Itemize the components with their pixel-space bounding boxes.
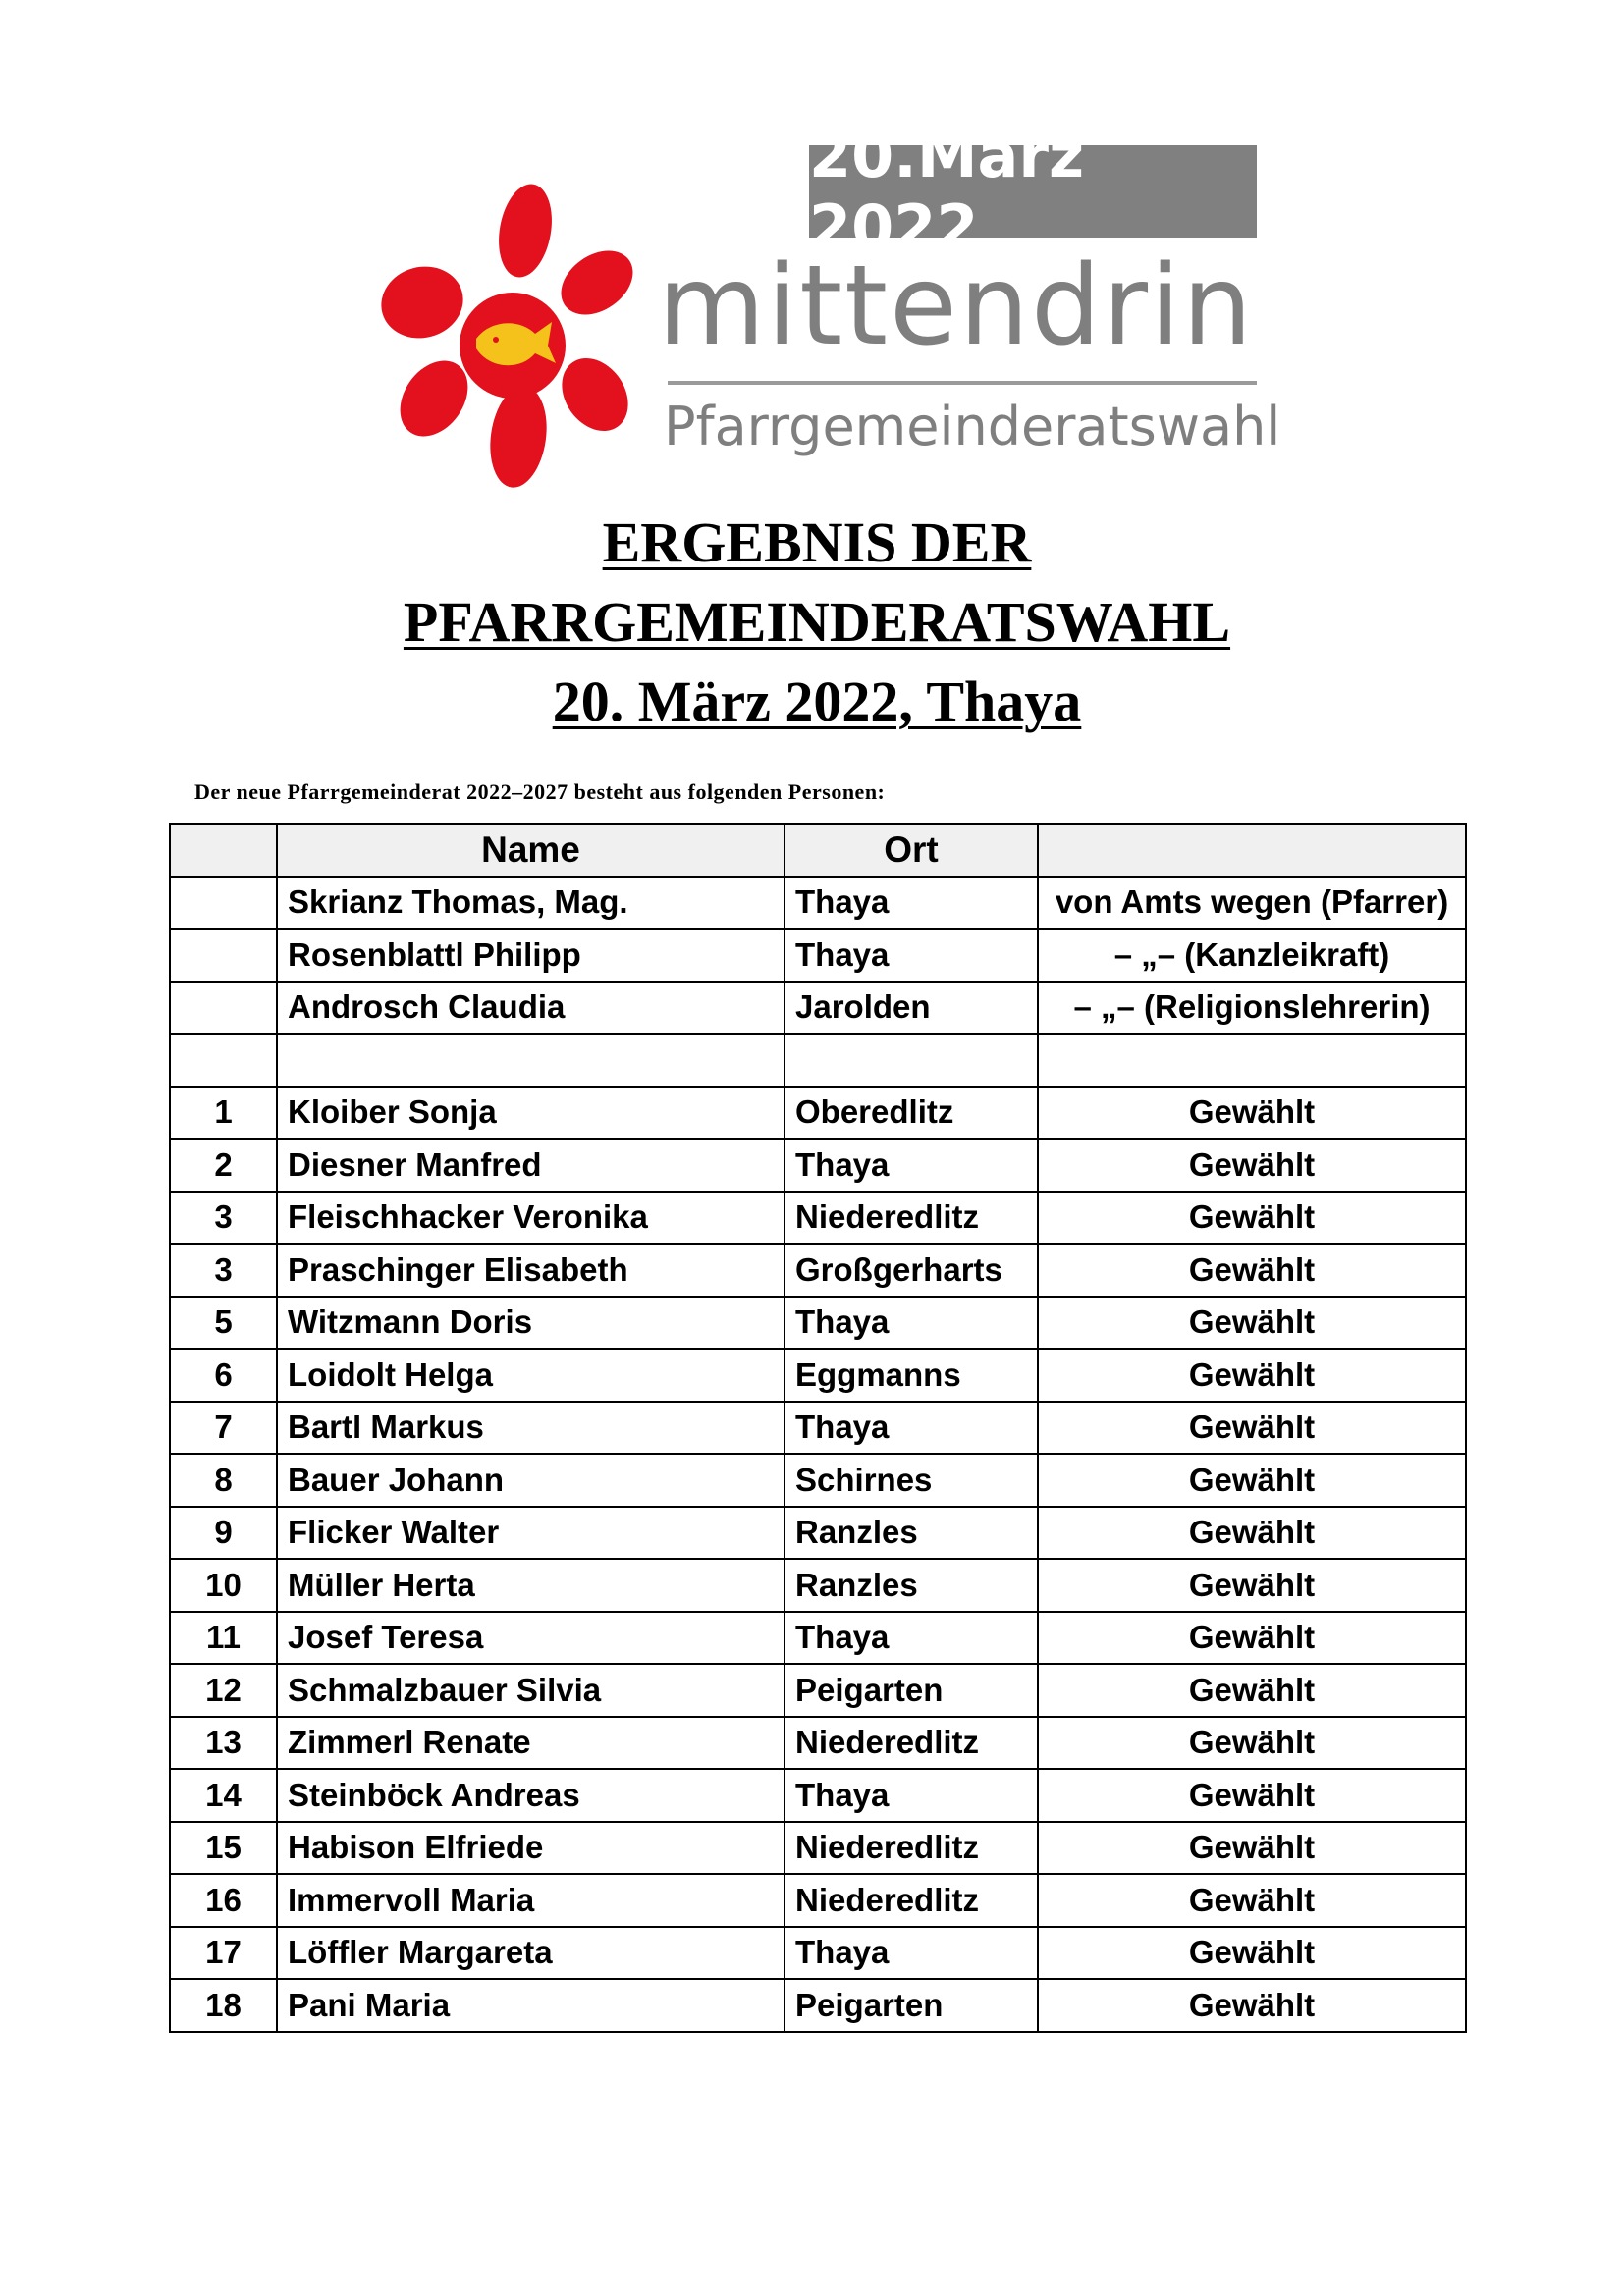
cell-name: Diesner Manfred: [277, 1139, 785, 1192]
cell-name: Immervoll Maria: [277, 1874, 785, 1927]
table-row: [170, 1192, 1466, 1245]
cell-status: Gewählt: [1038, 1979, 1466, 2032]
cell-number: 15: [170, 1822, 277, 1875]
cell-ort: Niederedlitz: [785, 1717, 1038, 1770]
cell-ort: Thaya: [785, 1612, 1038, 1665]
empty-cell: [170, 1034, 277, 1087]
date-badge: 20.März 2022: [809, 145, 1257, 238]
header-number: [170, 824, 277, 877]
cell-number: 6: [170, 1349, 277, 1402]
title-line-1: ERGEBNIS DER: [602, 510, 1032, 574]
cell-ort: Peigarten: [785, 1979, 1038, 2032]
cell-number: [170, 929, 277, 982]
cell-number: 13: [170, 1717, 277, 1770]
brand-divider: [668, 381, 1257, 385]
table-row: [170, 1087, 1466, 1140]
cell-ort: Ranzles: [785, 1559, 1038, 1612]
table-row: [170, 1874, 1466, 1927]
table-row: [170, 877, 1466, 930]
table-row: [170, 1402, 1466, 1455]
cell-name: Loidolt Helga: [277, 1349, 785, 1402]
table-row: [170, 1664, 1466, 1717]
table-row: [170, 1297, 1466, 1350]
cell-number: 8: [170, 1454, 277, 1507]
title-line-2: PFARRGEMEINDERATSWAHL: [403, 590, 1231, 654]
table-row: [170, 1507, 1466, 1560]
table-row: [170, 1139, 1466, 1192]
cell-name: Schmalzbauer Silvia: [277, 1664, 785, 1717]
cell-status: Gewählt: [1038, 1927, 1466, 1980]
cell-ort: Ranzles: [785, 1507, 1038, 1560]
cell-number: 14: [170, 1769, 277, 1822]
cell-number: 7: [170, 1402, 277, 1455]
cell-ort: Thaya: [785, 1927, 1038, 1980]
table-row: [170, 929, 1466, 982]
cell-number: 11: [170, 1612, 277, 1665]
empty-cell: [277, 1034, 785, 1087]
cell-number: 5: [170, 1297, 277, 1350]
results-table: [169, 823, 1467, 2033]
cell-status: – „– (Kanzleikraft): [1038, 929, 1466, 982]
table-row: [170, 1717, 1466, 1770]
cell-ort: Thaya: [785, 1297, 1038, 1350]
cell-ort: Schirnes: [785, 1454, 1038, 1507]
cell-ort: Jarolden: [785, 982, 1038, 1035]
cell-number: 12: [170, 1664, 277, 1717]
cell-number: 3: [170, 1244, 277, 1297]
cell-number: [170, 982, 277, 1035]
cell-ort: Eggmanns: [785, 1349, 1038, 1402]
cell-name: Müller Herta: [277, 1559, 785, 1612]
cell-name: Flicker Walter: [277, 1507, 785, 1560]
cell-ort: Oberedlitz: [785, 1087, 1038, 1140]
table-row: [170, 1612, 1466, 1665]
cell-status: Gewählt: [1038, 1192, 1466, 1245]
cell-number: 10: [170, 1559, 277, 1612]
cell-name: Zimmerl Renate: [277, 1717, 785, 1770]
cell-name: Habison Elfriede: [277, 1822, 785, 1875]
cell-number: 1: [170, 1087, 277, 1140]
table-row: [170, 1822, 1466, 1875]
cell-name: Witzmann Doris: [277, 1297, 785, 1350]
cell-status: Gewählt: [1038, 1402, 1466, 1455]
table-row: [170, 1454, 1466, 1507]
table-row: [170, 1927, 1466, 1980]
cell-status: Gewählt: [1038, 1769, 1466, 1822]
table-row: [170, 1979, 1466, 2032]
title-line-3: 20. März 2022, Thaya: [552, 669, 1082, 733]
cell-name: Praschinger Elisabeth: [277, 1244, 785, 1297]
table-row: [170, 1769, 1466, 1822]
cell-status: Gewählt: [1038, 1717, 1466, 1770]
cell-ort: Großgerharts: [785, 1244, 1038, 1297]
cell-ort: Thaya: [785, 1769, 1038, 1822]
cell-number: 2: [170, 1139, 277, 1192]
cell-name: Josef Teresa: [277, 1612, 785, 1665]
cell-number: [170, 877, 277, 930]
cell-status: Gewählt: [1038, 1559, 1466, 1612]
cell-status: von Amts wegen (Pfarrer): [1038, 877, 1466, 930]
cell-status: Gewählt: [1038, 1612, 1466, 1665]
cell-status: – „– (Religionslehrerin): [1038, 982, 1466, 1035]
cell-number: 17: [170, 1927, 277, 1980]
cell-name: Fleischhacker Veronika: [277, 1192, 785, 1245]
cell-name: Androsch Claudia: [277, 982, 785, 1035]
table-row: [170, 1559, 1466, 1612]
cell-ort: Niederedlitz: [785, 1822, 1038, 1875]
header-name: Name: [277, 824, 785, 877]
table-header-row: [170, 824, 1466, 877]
cell-status: Gewählt: [1038, 1139, 1466, 1192]
cell-ort: Thaya: [785, 1402, 1038, 1455]
table-row: [170, 1244, 1466, 1297]
cell-ort: Thaya: [785, 1139, 1038, 1192]
cell-name: Skrianz Thomas, Mag.: [277, 877, 785, 930]
cell-name: Bauer Johann: [277, 1454, 785, 1507]
cell-name: Rosenblattl Philipp: [277, 929, 785, 982]
cell-name: Steinböck Andreas: [277, 1769, 785, 1822]
cell-number: 3: [170, 1192, 277, 1245]
table-spacer-row: [170, 1034, 1466, 1087]
cell-ort: Thaya: [785, 877, 1038, 930]
header-status: [1038, 824, 1466, 877]
intro-text: Der neue Pfarrgemeinderat 2022–2027 besteht aus folgenden Personen:: [194, 779, 886, 804]
cell-status: Gewählt: [1038, 1349, 1466, 1402]
cell-number: 9: [170, 1507, 277, 1560]
cell-status: Gewählt: [1038, 1874, 1466, 1927]
logo: [373, 120, 1281, 510]
cell-ort: Peigarten: [785, 1664, 1038, 1717]
brand-name: mittendrin: [658, 242, 1255, 370]
cell-ort: Niederedlitz: [785, 1874, 1038, 1927]
cell-status: Gewählt: [1038, 1297, 1466, 1350]
cell-status: Gewählt: [1038, 1822, 1466, 1875]
cell-name: Kloiber Sonja: [277, 1087, 785, 1140]
empty-cell: [785, 1034, 1038, 1087]
table-body: [170, 877, 1466, 2032]
cell-number: 16: [170, 1874, 277, 1927]
cell-status: Gewählt: [1038, 1244, 1466, 1297]
cell-status: Gewählt: [1038, 1507, 1466, 1560]
cell-name: Löffler Margareta: [277, 1927, 785, 1980]
cell-number: 18: [170, 1979, 277, 2032]
empty-cell: [1038, 1034, 1466, 1087]
cell-name: Bartl Markus: [277, 1402, 785, 1455]
page-title: [0, 503, 1624, 741]
table-row: [170, 1349, 1466, 1402]
brand-subtitle: Pfarrgemeinderatswahl: [664, 396, 1281, 457]
flower-icon: [373, 137, 668, 510]
cell-status: Gewählt: [1038, 1454, 1466, 1507]
cell-status: Gewählt: [1038, 1087, 1466, 1140]
header-ort: Ort: [785, 824, 1038, 877]
cell-status: Gewählt: [1038, 1664, 1466, 1717]
cell-ort: Thaya: [785, 929, 1038, 982]
cell-name: Pani Maria: [277, 1979, 785, 2032]
table-row: [170, 982, 1466, 1035]
cell-ort: Niederedlitz: [785, 1192, 1038, 1245]
